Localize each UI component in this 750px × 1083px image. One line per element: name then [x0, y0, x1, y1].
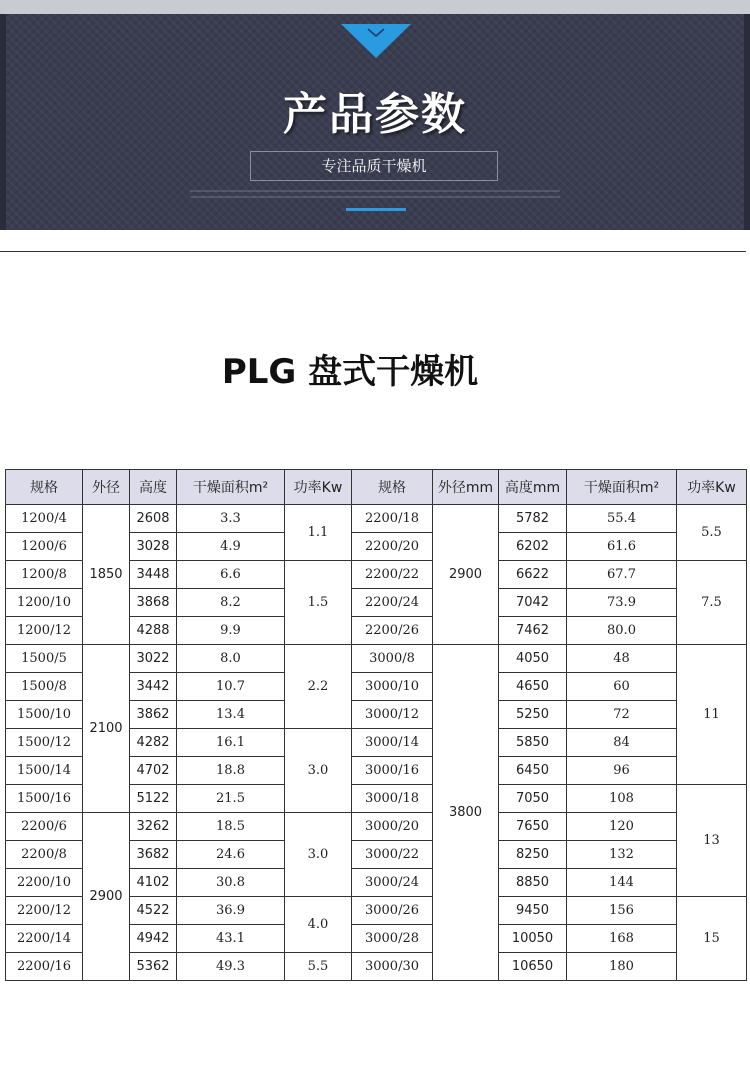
height-cell: 3262 — [130, 813, 177, 841]
spec-cell: 3000/10 — [352, 673, 433, 701]
power-cell: 2.2 — [285, 645, 352, 729]
area-cell: 80.0 — [567, 617, 677, 645]
height-cell: 2608 — [130, 505, 177, 533]
spec-cell: 1500/16 — [6, 785, 83, 813]
header-cell: 外径mm — [433, 470, 499, 505]
banner-decorative-lines — [190, 186, 560, 200]
power-cell: 15 — [677, 897, 747, 981]
power-cell: 3.0 — [285, 729, 352, 813]
spec-cell: 2200/18 — [352, 505, 433, 533]
height-cell: 7650 — [499, 813, 567, 841]
table-body — [6, 505, 747, 981]
spec-cell: 3000/12 — [352, 701, 433, 729]
section-divider — [0, 251, 746, 252]
spec-cell: 1500/5 — [6, 645, 83, 673]
chevron-down-icon — [366, 27, 386, 39]
spec-cell: 3000/16 — [352, 757, 433, 785]
height-cell: 3448 — [130, 561, 177, 589]
height-cell: 4650 — [499, 673, 567, 701]
area-cell: 84 — [567, 729, 677, 757]
area-cell: 18.8 — [177, 757, 285, 785]
spec-cell: 1500/12 — [6, 729, 83, 757]
spec-cell: 1500/14 — [6, 757, 83, 785]
height-cell: 6622 — [499, 561, 567, 589]
height-cell: 7462 — [499, 617, 567, 645]
table-header-row — [6, 470, 747, 505]
spec-cell: 3000/30 — [352, 953, 433, 981]
table-row — [6, 813, 747, 841]
area-cell: 108 — [567, 785, 677, 813]
area-cell: 8.0 — [177, 645, 285, 673]
height-cell: 3022 — [130, 645, 177, 673]
height-cell: 4702 — [130, 757, 177, 785]
height-cell: 5250 — [499, 701, 567, 729]
spec-cell: 3000/22 — [352, 841, 433, 869]
spec-cell: 2200/12 — [6, 897, 83, 925]
area-cell: 60 — [567, 673, 677, 701]
area-cell: 67.7 — [567, 561, 677, 589]
height-cell: 5122 — [130, 785, 177, 813]
diameter-cell: 1850 — [83, 505, 130, 645]
diameter-cell: 3800 — [433, 645, 499, 981]
height-cell: 4282 — [130, 729, 177, 757]
header-cell: 规格 — [352, 470, 433, 505]
area-cell: 180 — [567, 953, 677, 981]
area-cell: 72 — [567, 701, 677, 729]
area-cell: 8.2 — [177, 589, 285, 617]
area-cell: 30.8 — [177, 869, 285, 897]
power-cell: 7.5 — [677, 561, 747, 645]
banner — [0, 0, 750, 230]
header-cell: 规格 — [6, 470, 83, 505]
spec-cell: 1500/8 — [6, 673, 83, 701]
area-cell: 9.9 — [177, 617, 285, 645]
spec-cell: 2200/6 — [6, 813, 83, 841]
area-cell: 168 — [567, 925, 677, 953]
header-cell: 高度mm — [499, 470, 567, 505]
height-cell: 5362 — [130, 953, 177, 981]
banner-subtitle: 专注品质干燥机 — [250, 151, 498, 181]
power-cell: 5.5 — [677, 505, 747, 561]
spec-cell: 2200/26 — [352, 617, 433, 645]
spec-cell: 1500/10 — [6, 701, 83, 729]
spec-cell: 3000/24 — [352, 869, 433, 897]
area-cell: 13.4 — [177, 701, 285, 729]
header-cell: 高度 — [130, 470, 177, 505]
header-cell: 干燥面积m² — [177, 470, 285, 505]
height-cell: 6450 — [499, 757, 567, 785]
spec-cell: 2200/22 — [352, 561, 433, 589]
table-row — [6, 505, 747, 533]
spec-cell: 1200/10 — [6, 589, 83, 617]
height-cell: 8250 — [499, 841, 567, 869]
spec-cell: 2200/16 — [6, 953, 83, 981]
height-cell: 4522 — [130, 897, 177, 925]
banner-title: 产品参数 — [283, 89, 467, 140]
spec-cell: 3000/18 — [352, 785, 433, 813]
header-cell: 干燥面积m² — [567, 470, 677, 505]
height-cell: 5850 — [499, 729, 567, 757]
header-cell: 外径 — [83, 470, 130, 505]
power-cell: 4.0 — [285, 897, 352, 953]
area-cell: 43.1 — [177, 925, 285, 953]
area-cell: 144 — [567, 869, 677, 897]
spec-cell: 2200/14 — [6, 925, 83, 953]
area-cell: 156 — [567, 897, 677, 925]
height-cell: 7050 — [499, 785, 567, 813]
height-cell: 9450 — [499, 897, 567, 925]
power-cell: 1.5 — [285, 561, 352, 645]
area-cell: 120 — [567, 813, 677, 841]
area-cell: 73.9 — [567, 589, 677, 617]
header-cell: 功率Kw — [285, 470, 352, 505]
height-cell: 4050 — [499, 645, 567, 673]
power-cell: 1.1 — [285, 505, 352, 561]
spec-cell: 1200/6 — [6, 533, 83, 561]
spec-cell: 3000/8 — [352, 645, 433, 673]
area-cell: 96 — [567, 757, 677, 785]
area-cell: 10.7 — [177, 673, 285, 701]
spec-cell: 2200/10 — [6, 869, 83, 897]
area-cell: 49.3 — [177, 953, 285, 981]
height-cell: 6202 — [499, 533, 567, 561]
height-cell: 10050 — [499, 925, 567, 953]
area-cell: 61.6 — [567, 533, 677, 561]
height-cell: 10650 — [499, 953, 567, 981]
area-cell: 21.5 — [177, 785, 285, 813]
banner-accent-line — [346, 208, 406, 211]
area-cell: 55.4 — [567, 505, 677, 533]
area-cell: 16.1 — [177, 729, 285, 757]
power-cell: 11 — [677, 645, 747, 785]
area-cell: 6.6 — [177, 561, 285, 589]
spec-cell: 2200/24 — [352, 589, 433, 617]
area-cell: 4.9 — [177, 533, 285, 561]
spec-cell: 3000/26 — [352, 897, 433, 925]
diameter-cell: 2900 — [83, 813, 130, 981]
area-cell: 3.3 — [177, 505, 285, 533]
power-cell: 13 — [677, 785, 747, 897]
area-cell: 36.9 — [177, 897, 285, 925]
spec-cell: 1200/8 — [6, 561, 83, 589]
table-row — [6, 645, 747, 673]
height-cell: 4942 — [130, 925, 177, 953]
height-cell: 7042 — [499, 589, 567, 617]
spec-cell: 2200/8 — [6, 841, 83, 869]
diameter-cell: 2100 — [83, 645, 130, 813]
spec-cell: 3000/20 — [352, 813, 433, 841]
spec-table — [5, 469, 747, 981]
power-cell: 3.0 — [285, 813, 352, 897]
spec-cell: 2200/20 — [352, 533, 433, 561]
spec-cell: 1200/12 — [6, 617, 83, 645]
spec-cell: 3000/28 — [352, 925, 433, 953]
height-cell: 3682 — [130, 841, 177, 869]
height-cell: 3442 — [130, 673, 177, 701]
spec-cell: 1200/4 — [6, 505, 83, 533]
banner-top-strip — [0, 0, 750, 14]
height-cell: 3028 — [130, 533, 177, 561]
height-cell: 4288 — [130, 617, 177, 645]
height-cell: 3868 — [130, 589, 177, 617]
diameter-cell: 2900 — [433, 505, 499, 645]
area-cell: 48 — [567, 645, 677, 673]
area-cell: 18.5 — [177, 813, 285, 841]
header-cell: 功率Kw — [677, 470, 747, 505]
area-cell: 24.6 — [177, 841, 285, 869]
height-cell: 5782 — [499, 505, 567, 533]
page-heading: PLG 盘式干燥机 — [221, 352, 479, 392]
height-cell: 8850 — [499, 869, 567, 897]
height-cell: 3862 — [130, 701, 177, 729]
spec-cell: 3000/14 — [352, 729, 433, 757]
area-cell: 132 — [567, 841, 677, 869]
height-cell: 4102 — [130, 869, 177, 897]
power-cell: 5.5 — [285, 953, 352, 981]
